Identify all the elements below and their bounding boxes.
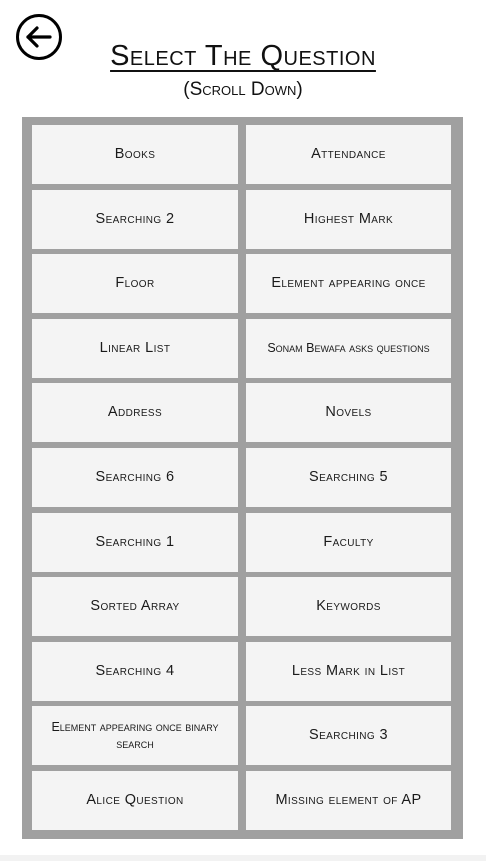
question-button[interactable]: Attendance (246, 125, 451, 184)
question-button[interactable]: Searching 5 (246, 448, 451, 507)
question-button[interactable]: Faculty (246, 513, 451, 572)
question-button[interactable]: Address (32, 383, 238, 442)
bottom-strip (0, 855, 486, 861)
question-button[interactable]: Less Mark in List (246, 642, 451, 701)
page-title (0, 36, 486, 76)
question-button[interactable]: Searching 6 (32, 448, 238, 507)
question-grid-frame[interactable] (22, 117, 463, 839)
question-button[interactable]: Floor (32, 254, 238, 313)
question-button[interactable]: Highest Mark (246, 190, 451, 249)
question-button[interactable]: Searching 4 (32, 642, 238, 701)
question-button[interactable]: Alice Question (32, 771, 238, 830)
question-button[interactable]: Element appearing once (246, 254, 451, 313)
question-button[interactable]: Sorted Array (32, 577, 238, 636)
question-button[interactable]: Element appearing once binary search (32, 706, 238, 765)
question-button[interactable]: Searching 2 (32, 190, 238, 249)
question-button[interactable]: Novels (246, 383, 451, 442)
question-button[interactable]: Searching 3 (246, 706, 451, 765)
question-button[interactable]: Books (32, 125, 238, 184)
question-button[interactable]: Searching 1 (32, 513, 238, 572)
question-button[interactable]: Linear List (32, 319, 238, 378)
page-title-text: Select The Question (110, 40, 376, 72)
question-button[interactable]: Missing element of AP (246, 771, 451, 830)
question-button[interactable]: Keywords (246, 577, 451, 636)
question-button[interactable]: Sonam Bewafa asks questions (246, 319, 451, 378)
page-subtitle: (Scroll Down) (183, 79, 303, 100)
question-grid (32, 125, 453, 830)
